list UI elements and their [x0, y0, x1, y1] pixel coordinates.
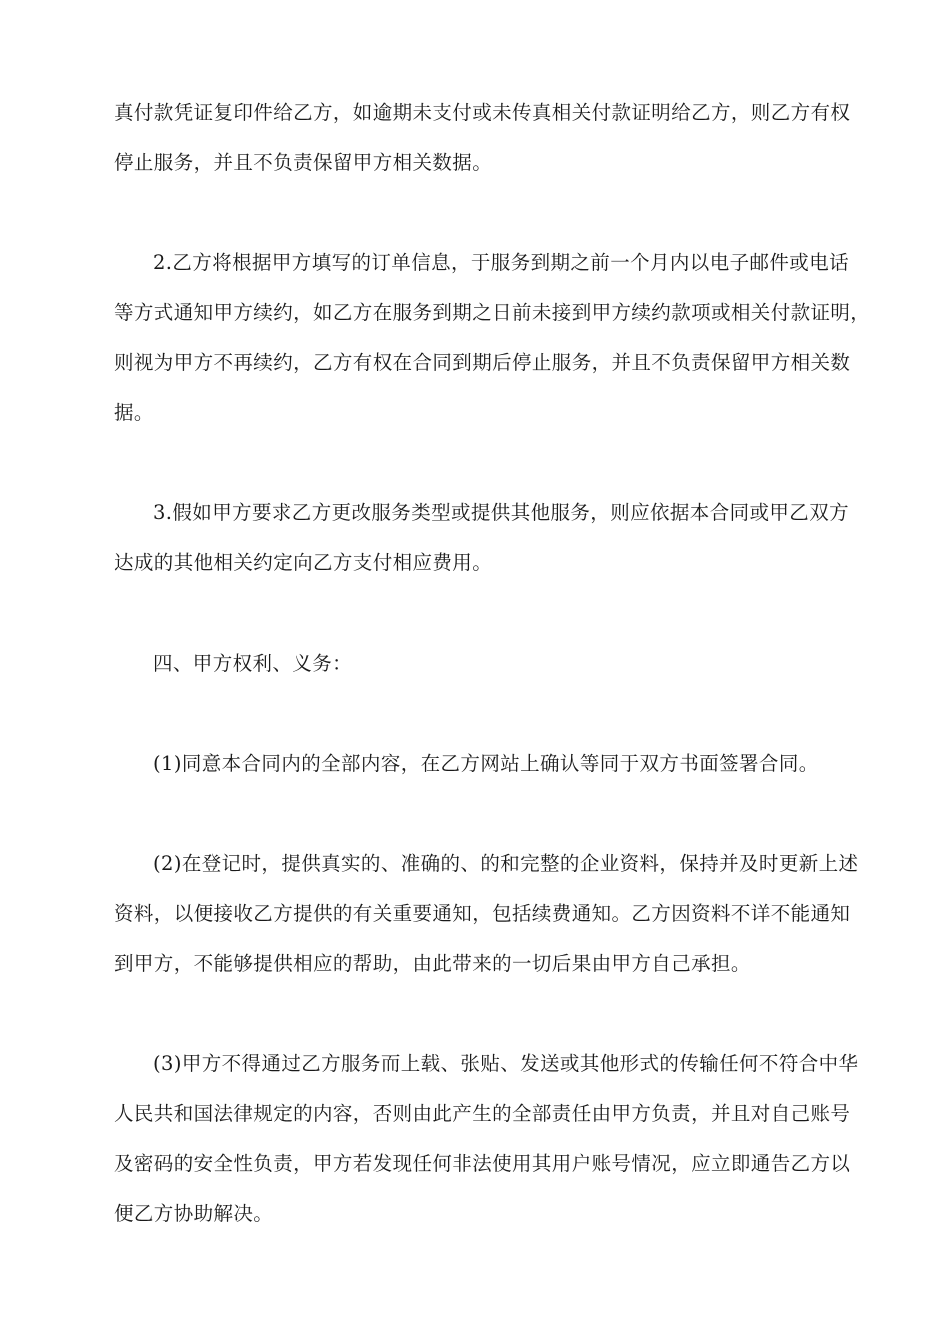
text-line: 到甲方，不能够提供相应的帮助，由此带来的一切后果由甲方自己承担。 [114, 952, 751, 975]
text-line: 则视为甲方不再续约，乙方有权在合同到期后停止服务，并且不负责保留甲方相关数 [114, 351, 851, 374]
text-line: 真付款凭证复印件给乙方，如逾期未支付或未传真相关付款证明给乙方，则乙方有权 [114, 101, 851, 124]
text-line: 据。 [114, 401, 154, 424]
text-line: (1)同意本合同内的全部内容，在乙方网站上确认等同于双方书面签署合同。 [153, 752, 819, 775]
text-line: 3.假如甲方要求乙方更改服务类型或提供其他服务，则应依据本合同或甲乙双方 [153, 501, 850, 524]
text-line: 2.乙方将根据甲方填写的订单信息，于服务到期之前一个月内以电子邮件或电话 [153, 251, 850, 274]
text-line: 便乙方协助解决。 [114, 1202, 274, 1225]
section-heading: 四、甲方权利、义务： [153, 652, 353, 675]
text-line: (2)在登记时，提供真实的、准确的、的和完整的企业资料，保持并及时更新上述 [153, 852, 859, 875]
text-line: 人民共和国法律规定的内容，否则由此产生的全部责任由甲方负责，并且对自己账号 [114, 1102, 851, 1125]
text-line: 停止服务，并且不负责保留甲方相关数据。 [114, 151, 493, 174]
text-line: 资料，以便接收乙方提供的有关重要通知，包括续费通知。乙方因资料不详不能通知 [114, 902, 851, 925]
text-line: (3)甲方不得通过乙方服务而上载、张贴、发送或其他形式的传输任何不符合中华 [153, 1052, 859, 1075]
text-line: 达成的其他相关约定向乙方支付相应费用。 [114, 551, 493, 574]
text-line: 等方式通知甲方续约，如乙方在服务到期之日前未接到甲方续约款项或相关付款证明， [114, 301, 871, 324]
text-line: 及密码的安全性负责，甲方若发现任何非法使用其用户账号情况，应立即通告乙方以 [114, 1152, 851, 1175]
